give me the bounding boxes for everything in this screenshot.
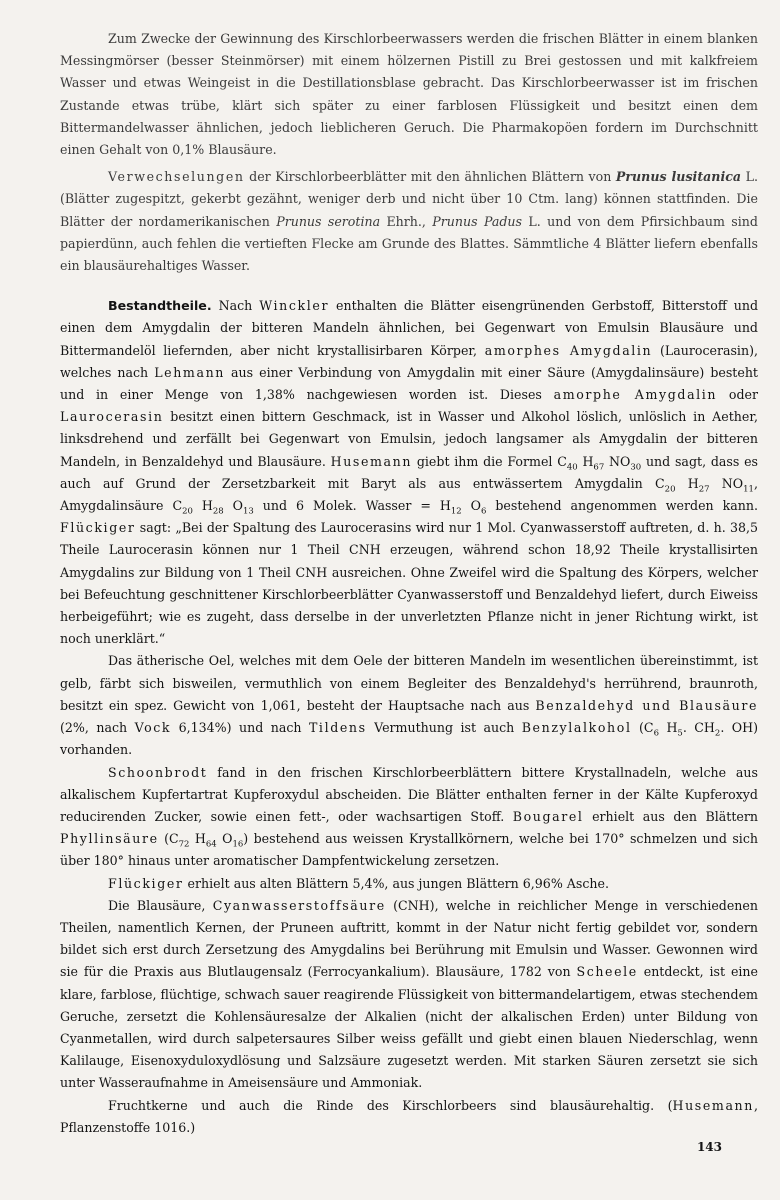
paragraph-bestandtheile	[60, 295, 758, 650]
text-span: enthalten die Blätter eisengrünenden Gerbstoff, Bitterstoff und einen dem Amygdalin der bitteren Mandeln ähnlichen, bei Gegenwart von Emulsin Blausäure und Bittermandelöl liefernden, aber nicht krystallisirbaren Körper,	[60, 298, 759, 358]
text-span: Das ätherische Oel, welches mit dem Oele der bitteren Mandeln im wesentlichen übereinstimmt, ist gelb, färbt sich bisweilen, vermuthlich von einem Begleiter des Benzaldehyd's herrührend, braunroth, besitzt ein spez. Gewicht von 1,061, besteht der Hauptsache nach aus	[60, 653, 758, 713]
text-span: Nach	[211, 298, 260, 314]
term: amorphes Amygdalin	[484, 342, 653, 358]
text-span: besitzt einen bittern Geschmack, ist in Wasser und Alkohol löslich, unlöslich in Aether, linksdrehend und zerfällt bei Gegenwart von Emulsin, jedoch langsamer als Amygdalin der bitteren Mandeln, in Benzaldehyd und Blausäure.	[60, 409, 758, 469]
species-name: Prunus serotina	[276, 213, 381, 229]
text-span: Die Blausäure,	[108, 897, 213, 913]
term: Benzylalkohol	[521, 720, 632, 736]
text-span: aus einer Verbindung von Amygdalin mit einer Säure (Amygdalinsäure) besteht und in einer Menge von 1,38% nachgewiesen worden ist. Dieses	[60, 364, 758, 403]
text-span: (C	[631, 720, 654, 736]
subscript: 11	[743, 484, 754, 495]
paragraph-blausaeure	[60, 895, 758, 1095]
subscript: 30	[630, 462, 642, 473]
paragraph-fruchtkerne	[60, 1095, 758, 1139]
author-name: Lehmann	[154, 364, 225, 380]
author-name: Winckler	[259, 298, 330, 314]
author-name: Flückiger	[108, 875, 184, 891]
author-name: Tildens	[308, 720, 367, 736]
page-number: 143	[696, 1140, 722, 1154]
text-span: L. und von dem Pfirsichbaum sind papierdünn, auch fehlen die vertieften Flecke am Grunde des Blattes. Sämmtliche 4 Blätter liefern ebenfalls ein blausäurehaltiges Wasser.	[60, 213, 758, 274]
species-name: Prunus lusitanica	[615, 169, 742, 185]
text-span: H	[659, 720, 678, 736]
text-span: oder	[717, 387, 758, 403]
text-span: O	[216, 831, 233, 847]
subscript: 67	[593, 462, 605, 473]
text-span: (2%, nach	[60, 720, 135, 736]
text-span: und sagt, dass es auch auf Grund der Zersetzbarkeit mit Baryt als aus entwässertem Amygdalin C	[60, 453, 758, 491]
text-span: ) bestehend aus weissen Krystallkörnern, welche bei 170° schmelzen und sich über 180° hinaus unter aromatischer Dampfentwickelung zersetzen.	[60, 831, 758, 869]
term: Laurocerasin	[60, 409, 164, 425]
text-span: Vermuthung ist auch	[366, 720, 522, 736]
text-span: und 6 Molek. Wasser = H	[253, 498, 451, 514]
text-span: (C	[158, 831, 179, 847]
species-name: Prunus Padus	[432, 213, 523, 229]
text-span: O	[461, 498, 481, 514]
text-span: H	[192, 498, 213, 514]
paragraph-gewinnung: Zum Zwecke der Gewinnung des Kirschlorbeerwassers werden die frischen Blätter in einem blanken Messingmörser (besser Steinmörser) mit einem hölzernen Pistill zu Brei gestossen und mit kalkfreiem Wasser und etwas Weingeist in die Destillationsblase gebracht. Das Kirschlorbeerwasser ist im frischen Zustande etwas trübe, klärt sich später zu einer farblosen Flüssigkeit und besitzt einen dem Bittermandelwasser ähnlichen, jedoch lieblicheren Geruch. Die Pharmakopöen fordern im Durchschnitt einen Gehalt von 0,1% Blausäure.	[60, 31, 758, 158]
subscript: 6	[480, 506, 487, 517]
subscript: 20	[664, 484, 676, 495]
author-name: Flückiger	[60, 520, 136, 536]
author-name: Vock	[134, 720, 172, 736]
paragraph-verwechselungen	[60, 166, 758, 277]
author-name: Husemann	[672, 1097, 754, 1113]
subscript: 16	[232, 839, 244, 850]
term: amorphe Amygdalin	[553, 387, 718, 403]
author-name: Bougarel	[512, 808, 584, 824]
text-span: H	[675, 475, 699, 491]
text-span: erhielt aus den Blättern	[583, 808, 758, 824]
subscript: 5	[677, 728, 683, 739]
text-span: sagt: „Bei der Spaltung des Laurocerasins wird nur 1 Mol. Cyanwasserstoff auftreten, d. h. 38,5 Theile Laurocerasin können nur 1 Theil CNH erzeugen, während schon 18,92 Theile krystallisirten Amygdalins zur Bildung von 1 Theil CNH ausreichen. Ohne Zweifel wird die Spaltung des Körpers, welcher bei Befeuchtung geschnittener Kirschlorbeerblätter Cyanwasserstoff und Benzaldehyd liefert, durch Eiweiss herbeigeführt; wie es zugeht, dass derselbe in der unverletzten Pflanze nicht in jener Richtung wirkt, ist noch unerklärt.“	[60, 520, 758, 647]
text-span: entdeckt, ist eine klare, farblose, flüchtige, schwach sauer reagirende Flüssigkeit von bittermandelartigem, etwas stechendem Geruche, zersetzt die Kohlensäuresalze der Alkalien (nicht der alkalischen Erden) unter Bildung von Cyanmetallen, wird durch salpetersaures Silber weiss gefällt und giebt einen blauen Niederschlag, wenn Kalilauge, Eisenoxyduloxydlösung und Salzsäure zugesetzt werden. Mit starken Säuren zersetzt sie sich unter Wasseraufnahme in Ameisensäure und Ammoniak.	[60, 964, 758, 1091]
paragraph-schoonbrodt	[60, 762, 758, 873]
text-span: , Pflanzenstoffe 1016.)	[60, 1097, 758, 1135]
text-span: L. (Blätter zugespitzt, gekerbt gezähnt, weniger derb und nicht über 10 Ctm. lang) können stattfinden. Die Blätter der nordamerikanischen	[60, 169, 758, 229]
subscript: 40	[566, 462, 578, 473]
text-span: 6,134%) und nach	[171, 720, 309, 736]
text-span: giebt ihm die Formel C	[412, 453, 567, 469]
text-span: (Laurocerasin), welches nach	[60, 342, 758, 380]
term: Cyanwasserstoffsäure	[212, 897, 386, 913]
text-span: H	[577, 453, 594, 469]
text-span: Ehrh.,	[380, 213, 433, 229]
subscript: 72	[178, 839, 190, 850]
subscript: 12	[450, 506, 462, 517]
author-name: Schoonbrodt	[108, 764, 208, 780]
text-span: NO	[709, 475, 744, 491]
author-name: Husemann	[330, 453, 413, 469]
subscript: 64	[205, 839, 217, 850]
text-span: O	[223, 498, 244, 514]
term: Benzaldehyd und Blausäure	[535, 697, 758, 713]
text-span: der Kirschlorbeerblätter mit den ähnlichen Blättern von	[244, 169, 616, 185]
text-span: erhielt aus alten Blättern 5,4%, aus jungen Blättern 6,96% Asche.	[183, 875, 609, 891]
text-span: bestehend angenommen werden kann.	[486, 498, 758, 514]
subscript: 2	[714, 728, 721, 739]
subscript: 13	[243, 506, 254, 517]
text-span: H	[189, 831, 206, 847]
paragraph-asche	[60, 873, 758, 895]
section-heading: Bestandtheile.	[108, 298, 212, 314]
text-span: Fruchtkerne und auch die Rinde des Kirschlorbeers sind blausäurehaltig. (	[108, 1097, 673, 1113]
author-name: Scheele	[576, 964, 638, 980]
text-span: , Amygdalinsäure C	[60, 475, 758, 514]
text-span: (CNH), welche in reichlicher Menge in verschiedenen Theilen, namentlich Kernen, der Pruneen auftritt, kommt in der Natur nicht fertig gebildet vor, sondern bildet sich erst durch Zersetzung des Amygdalins bei Berührung mit Emulsin und Wasser. Gewonnen wird sie für die Praxis aus Blutlaugensalz (Ferrocyankalium). Blausäure, 1782 von	[60, 897, 758, 980]
text-span: . OH) vorhanden.	[60, 720, 758, 758]
text-span: fand in den frischen Kirschlorbeerblättern bittere Krystallnadeln, welche aus alkalischem Kupfertartrat Kupferoxydul abscheiden. Die Blätter enthalten ferner in der Kälte Kupferoxyd reducirenden Zucker, sowie einen fett-, oder wachsartigen Stoff.	[60, 764, 758, 824]
subscript: 20	[182, 506, 193, 517]
subscript: 6	[653, 728, 659, 739]
text-span: NO	[604, 453, 631, 469]
subscript: 28	[212, 506, 224, 517]
subscript: 27	[698, 484, 710, 495]
term: Phyllinsäure	[60, 831, 159, 847]
text-span: . CH	[682, 720, 715, 736]
paragraph-oel	[60, 650, 758, 761]
term-verwechselungen: Verwechselungen	[108, 169, 245, 185]
